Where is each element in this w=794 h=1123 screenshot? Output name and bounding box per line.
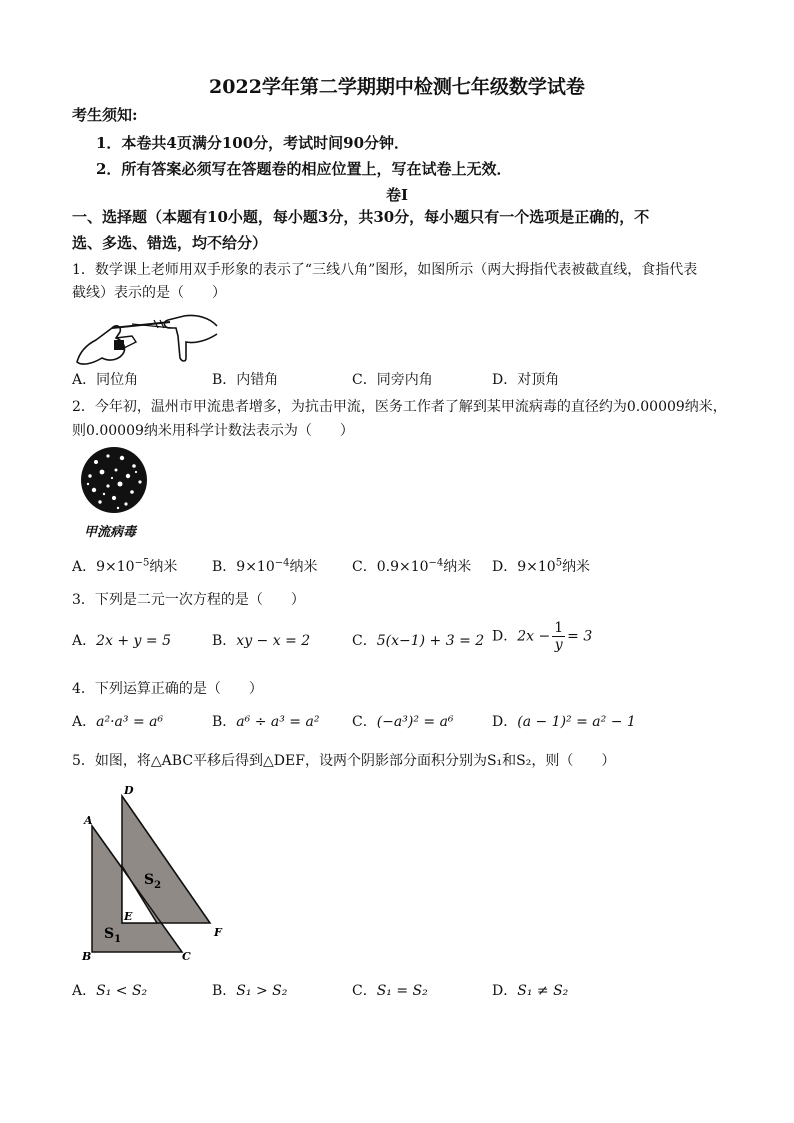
- q3-option-a: A．2x + y = 5: [72, 633, 172, 649]
- q3-option-c: C．5(x−1) + 3 = 2: [352, 633, 485, 649]
- q5-option-a: A．S₁ < S₂: [72, 983, 148, 999]
- exam-title: 2022学年第二学期期中检测七年级数学试卷: [209, 76, 585, 98]
- q5-option-c: C．S₁ = S₂: [352, 983, 428, 999]
- part1-heading-line2: 选、多选、错选，均不给分）: [72, 234, 268, 252]
- notice-item-2: 2．所有答案必须写在答题卷的相应位置上，写在试卷上无效．: [96, 160, 512, 178]
- q3-option-b: B．xy − x = 2: [212, 633, 311, 649]
- virus-image: [74, 444, 154, 516]
- q1-option-c: C．同旁内角: [352, 372, 433, 388]
- q1-stem-line2: 截线）表示的是（ ）: [72, 285, 226, 301]
- vertex-label-e: E: [124, 910, 133, 923]
- q1-stem-line1: 1．数学课上老师用双手形象的表示了“三线八角”图形，如图所示（两大拇指代表被截直线，食指代表: [72, 262, 698, 278]
- q2-option-b: B．$9\times 10^{-4}$纳米: [212, 557, 318, 575]
- q4-stem: 4．下列运算正确的是（ ）: [72, 681, 263, 697]
- q2-option-a: A．$9\times 10^{-5}$纳米: [72, 557, 178, 575]
- q5-option-b: B．S₁ > S₂: [212, 983, 288, 999]
- part1-heading-line1: 一、选择题（本题有10小题，每小题3分，共30分，每小题只有一个选项是正确的，不: [72, 208, 650, 226]
- area-label-s1: $S_1$: [104, 926, 122, 945]
- q3-option-d: D．2x − $\frac{1}{y}$ = 3: [492, 620, 593, 653]
- translation-figure: [74, 780, 234, 970]
- area-label-s2: $S_2$: [144, 872, 162, 891]
- vertex-label-d: D: [124, 784, 134, 797]
- q1-option-a: A．同位角: [72, 372, 139, 388]
- q2-option-c: C．$0.9\times 10^{-4}$纳米: [352, 557, 472, 575]
- vertex-label-b: B: [82, 950, 92, 963]
- vertex-label-c: C: [182, 950, 191, 963]
- q4-option-c: C．(−a³)² = a⁶: [352, 714, 454, 730]
- section-label: 卷I: [385, 186, 409, 204]
- q4-option-b: B．a⁶ ÷ a³ = a²: [212, 714, 320, 730]
- q3-stem: 3．下列是二元一次方程的是（ ）: [72, 592, 305, 608]
- q2-stem-line2: 则0.00009纳米用科学计数法表示为（ ）: [72, 423, 354, 439]
- virus-caption: 甲流病毒: [84, 525, 137, 540]
- q5-option-d: D．S₁ ≠ S₂: [492, 983, 569, 999]
- notice-item-1: 1．本卷共4页满分100分，考试时间90分钟．: [96, 134, 410, 152]
- q2-stem-line1: 2．今年初，温州市甲流患者增多，为抗击甲流，医务工作者了解到某甲流病毒的直径约为0.00009纳米，: [72, 399, 727, 415]
- q2-option-d: D．$9\times 10^5$纳米: [492, 557, 591, 575]
- vertex-label-a: A: [84, 814, 93, 827]
- hands-figure: [72, 306, 222, 366]
- q5-stem: 5．如图，将△ABC平移后得到△DEF，设两个阴影部分面积分别为S₁和S₂，则（ ）: [72, 753, 616, 769]
- q4-option-a: A．a²·a³ = a⁶: [72, 714, 164, 730]
- notice-heading: 考生须知:: [72, 106, 138, 124]
- q1-option-d: D．对顶角: [492, 372, 560, 388]
- vertex-label-f: F: [214, 926, 222, 939]
- q4-option-d: D．(a − 1)² = a² − 1: [492, 714, 636, 730]
- q1-option-b: B．内错角: [212, 372, 279, 388]
